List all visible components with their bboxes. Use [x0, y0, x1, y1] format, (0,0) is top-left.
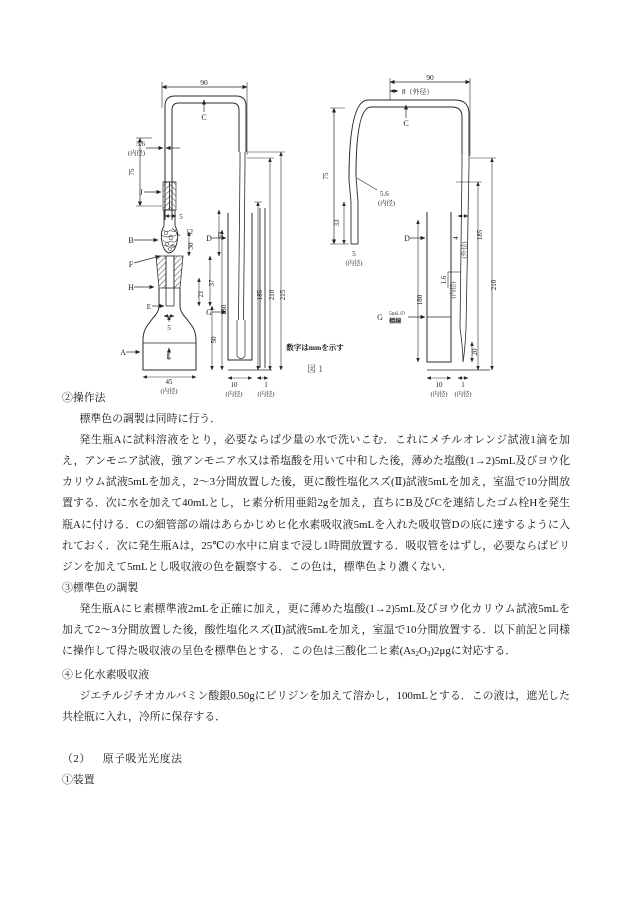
document-text-body: [62, 388, 570, 792]
dim-right-33: 33: [333, 219, 341, 227]
dim-left-21: 21: [197, 290, 205, 298]
dim-right-10: 10: [435, 381, 443, 389]
paragraph-operation-procedure: 発生瓶Aに試料溶液をとり，必要ならば少量の水で洗いこむ．これにメチルオレンジ試液1滴を加え，アンモニア試液，強アンモニア水又は希塩酸を用いて中和した後，薄めた塩酸(1→2)5mL及びヨウ化カリウム試液5mLを加え，2〜3分間放置した後，更に酸性塩化スズ(Ⅱ)試液5mLを加え，室温で10分間放置する．次に水を加えて40mLとし，ヒ素分析用亜鉛2gを加え，直ちにB及びCを連結したゴム栓Hを発生瓶Aに付ける．Cの細管部の端はあらかじめヒ化水素吸収液5mLを入れた吸収管Dの底に達するように入れておく．次に発生瓶Aは，25℃の水中に肩まで浸し1時間放置する．吸収管をはずし，必要ならばピリジンを加えて5mLとし吸収液の色を観察する．この色は，標準色より濃くない．: [62, 434, 570, 573]
dim-right-210: 210: [490, 279, 498, 291]
dim-left-12: 12: [186, 228, 193, 236]
dim-right-1-note: (内径): [454, 391, 472, 398]
dim-left-5-upper: 5: [179, 213, 183, 221]
dim-left-5p6-note: (内径): [127, 150, 145, 157]
dim-left-45-note: (内径): [160, 388, 178, 395]
section-number-2: （2）: [62, 753, 91, 766]
section-heading-apparatus: ①装置: [62, 774, 95, 787]
figure-units-caption: 数字はmmを示す: [286, 343, 344, 352]
part-label-left-H: H: [128, 283, 134, 292]
dim-right-1p6-note: (内径): [450, 281, 457, 299]
dim-left-10-note: (内径): [225, 391, 243, 398]
part-label-left-J: J: [139, 188, 143, 197]
section-heading-standard-color: ③標準色の調製: [62, 581, 139, 594]
dim-right-8: 8（外径）: [402, 88, 434, 96]
s3-text-mid: O: [418, 645, 427, 658]
dim-left-63: 63: [217, 231, 225, 239]
dim-left-30: 30: [187, 242, 195, 250]
dim-right-90: 90: [426, 73, 434, 82]
dim-left-5-lower: 5: [167, 324, 171, 332]
part-label-left-E: E: [146, 303, 151, 311]
dim-left-50: 50: [210, 336, 218, 344]
part-label-left-A: A: [120, 348, 126, 357]
part-label-left-F: F: [128, 260, 134, 269]
dim-right-5p6: 5.6: [380, 190, 389, 198]
dim-right-75: 75: [322, 172, 330, 180]
dim-left-10: 10: [230, 381, 238, 389]
part-label-right-D: D: [404, 234, 410, 243]
part-label-left-C: C: [201, 113, 207, 122]
part-label-left-L: L: [166, 352, 172, 361]
mark-label-hyosen: 標線: [389, 318, 402, 325]
section-heading-hydride-absorber: ④ヒ化水素吸収液: [62, 669, 150, 682]
part-label-left-G: G: [206, 308, 212, 317]
dim-left-1-note: (内径): [257, 391, 275, 398]
dim-left-75: 75: [128, 168, 136, 176]
s3-text-post: )2μgに対応する．: [430, 645, 517, 658]
paragraph-standard-color-note: 標準色の調製は同時に行う．: [79, 413, 222, 426]
dim-left-5p6: 5.6: [136, 140, 145, 148]
dim-right-4-note: (外径): [461, 241, 468, 259]
paragraph-standard-color-procedure: [62, 599, 570, 665]
s3-subscript-3: 3: [426, 649, 431, 658]
dim-left-45: 45: [165, 378, 173, 386]
dim-left-90: 90: [200, 78, 208, 87]
dim-left-215: 215: [279, 289, 287, 301]
dim-right-5p6-note: (内径): [378, 200, 396, 207]
dim-right-20: 20: [471, 348, 479, 356]
section-heading-operation: ②操作法: [62, 392, 106, 404]
dim-right-185: 185: [476, 229, 484, 241]
dim-left-210: 210: [268, 289, 276, 301]
dim-right-4: 4: [452, 236, 460, 240]
dim-left-185: 185: [256, 289, 264, 301]
s3-subscript-2: 2: [415, 649, 419, 658]
dim-right-1: 1: [461, 381, 465, 389]
dim-left-180: 180: [220, 304, 228, 316]
dim-right-1p6: 1.6: [440, 275, 448, 285]
part-label-right-C: C: [403, 119, 409, 128]
part-label-left-B: B: [128, 236, 134, 245]
part-label-left-D: D: [206, 234, 212, 243]
paragraph-absorber-preparation: ジエチルジチオカルバミン酸銀0.50gにピリジンを加えて溶かし，100mLとする．この液は，遮光した共栓瓶に入れ，冷所に保存する．: [62, 690, 570, 724]
s3-text-pre: 発生瓶Aにヒ素標準液2mLを正確に加え，更に薄めた塩酸(1→2)5mL及びヨウ化カリウム試液5mLを加えて2〜3分間放置した後，酸性塩化スズ(Ⅱ)試液5mLを加え，室温で10分間放置する．以下前記と同様に操作して得た吸収液の呈色を標準色とする．この色は三酸化二ヒ素(As: [62, 602, 570, 658]
figure-number-caption: 図 1: [307, 364, 323, 374]
dim-left-1: 1: [264, 381, 268, 389]
dim-right-5: 5: [352, 250, 356, 258]
dim-right-10-note: (内径): [430, 391, 448, 398]
paragraph-spacer: [62, 728, 570, 749]
dim-left-37: 37: [208, 279, 216, 287]
dim-right-5-note: (内径): [345, 260, 363, 267]
mark-label-5ml: 5mLの: [389, 311, 406, 317]
section-title-aas: 原子吸光光度法: [102, 753, 183, 766]
dim-right-180: 180: [416, 294, 424, 306]
section-heading-aas: [62, 749, 570, 770]
part-label-right-G: G: [377, 313, 383, 322]
